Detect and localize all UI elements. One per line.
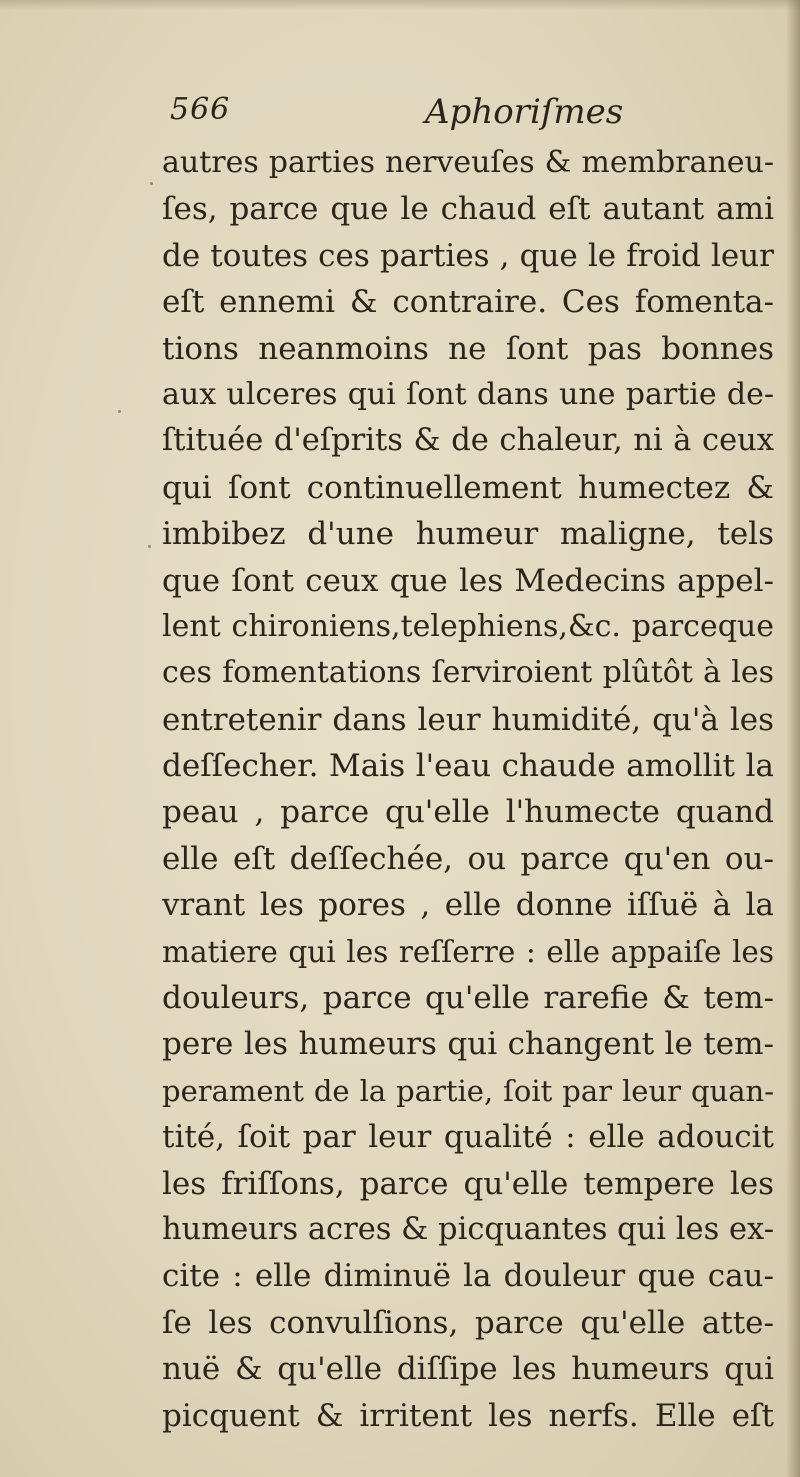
paper-speck bbox=[150, 182, 153, 185]
text-line: de toutes ces parties , que le froid leur bbox=[162, 237, 774, 274]
text-line: matiere qui les reſſerre : elle appaiſe les bbox=[162, 934, 774, 969]
page-top-shadow bbox=[0, 0, 800, 10]
text-line: lent chironiens,telephiens,&c. parceque bbox=[162, 608, 774, 644]
text-line: ſes, parce que le chaud eſt autant ami bbox=[162, 191, 774, 228]
page-right-edge-shadow bbox=[786, 0, 800, 1477]
text-line: ces fomentations ſerviroient plûtôt à les bbox=[162, 655, 774, 691]
text-line: vrant les pores , elle donne iſſuë à la bbox=[162, 887, 774, 924]
text-line: qui ſont continuellement humectez & bbox=[162, 469, 774, 506]
page-header bbox=[170, 92, 690, 142]
text-line: humeurs acres & picquantes qui les ex- bbox=[162, 1211, 774, 1247]
text-line: les friſſons, parce qu'elle tempere les bbox=[162, 1165, 774, 1202]
text-line: que ſont ceux que les Medecins appel- bbox=[162, 562, 774, 599]
text-line: eſt ennemi & contraire. Ces fomenta- bbox=[162, 284, 774, 321]
text-line: imbibez d'une humeur maligne, tels bbox=[162, 516, 774, 553]
text-line: tions neanmoins ne ſont pas bonnes bbox=[162, 330, 774, 367]
running-title: Aphoriſmes bbox=[425, 92, 624, 132]
text-line: tité, ſoit par leur qualité : elle adoucit bbox=[162, 1119, 774, 1156]
text-line: ſtituée d'eſprits & de chaleur, ni à ceux bbox=[162, 423, 774, 459]
text-line: picquent & irritent les nerfs. Elle eſt bbox=[162, 1397, 774, 1434]
text-line: nuë & qu'elle diſſipe les humeurs qui bbox=[162, 1351, 774, 1388]
text-line: ſe les convulſions, parce qu'elle atte- bbox=[162, 1304, 774, 1341]
text-line: aux ulceres qui ſont dans une partie de- bbox=[162, 376, 774, 412]
text-line: elle eſt deſſechée, ou parce qu'en ou- bbox=[162, 840, 774, 877]
body-text bbox=[162, 140, 774, 1439]
text-line: autres parties nerveuſes & membraneu- bbox=[162, 145, 774, 180]
page-number: 566 bbox=[170, 92, 231, 127]
text-line: deſſecher. Mais l'eau chaude amollit la bbox=[162, 748, 774, 785]
paper-speck bbox=[118, 410, 121, 413]
text-line: pere les humeurs qui changent le tem- bbox=[162, 1026, 774, 1063]
text-line: entretenir dans leur humidité, qu'à les bbox=[162, 701, 774, 738]
text-line: cite : elle diminuë la douleur que cau- bbox=[162, 1258, 774, 1295]
paper-speck bbox=[148, 545, 151, 548]
text-line: douleurs, parce qu'elle rarefie & tem- bbox=[162, 980, 774, 1017]
text-line: perament de la partie, ſoit par leur quan- bbox=[162, 1073, 774, 1108]
text-line: peau , parce qu'elle l'humecte quand bbox=[162, 794, 774, 831]
